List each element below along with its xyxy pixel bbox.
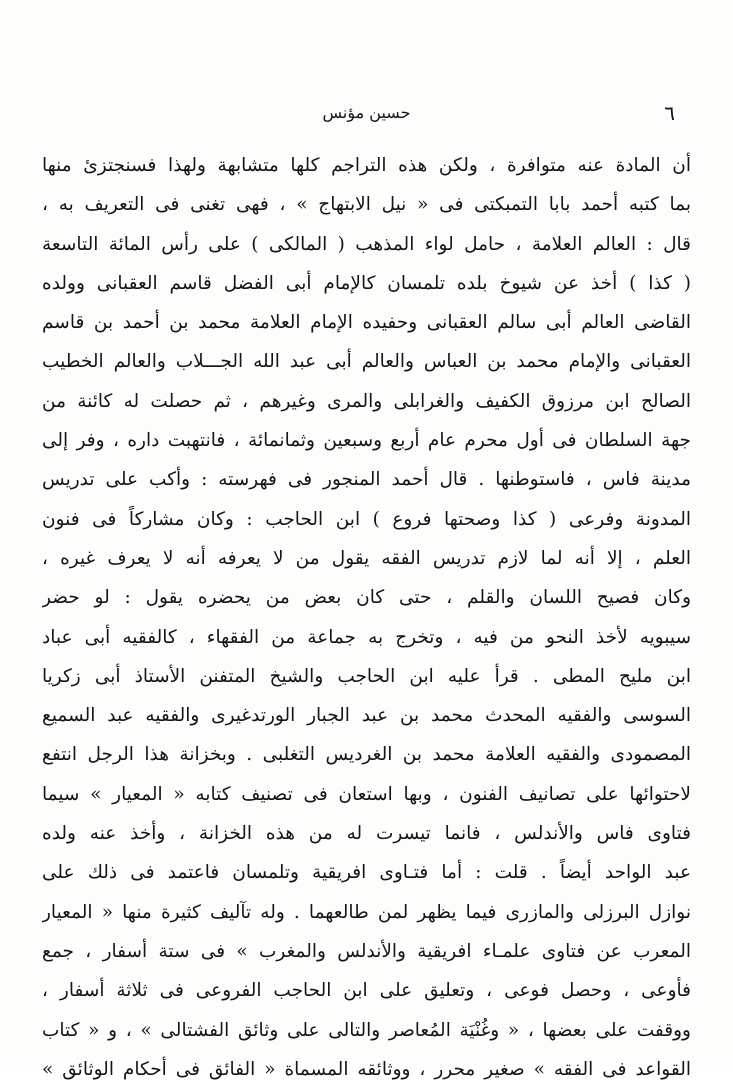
text-line: الصالح ابن مرزوق الكفيف والغرابلى والمرى وغيرهم ، ثم حصلت له كائنة من <box>42 390 691 412</box>
text-line: عبد الواحد أيضاً . قلت : أما فتـاوى افريقية وتلمسان فاعتمد فى ذلك على <box>42 862 691 884</box>
text-line: أن المادة عنه متوافرة ، ولكن هذه التراجم كلها متشابهة ولهذا فسنجتزئ منها <box>42 155 691 176</box>
text-line: جهة السلطان فى أول محرم عام أربع وسبعين وثمانمائة ، فانتهبت داره ، وفر إلى <box>42 430 691 452</box>
text-line: المصمودى والفقيه العلامة محمد بن الغرديس التغلبى . وبخزانة هذا الرجل انتفع <box>42 744 691 766</box>
text-line: سيبويه لأخذ النحو من فيه ، وتخرج به جماعة من الفقهاء ، كالفقيه أبى عباد <box>42 626 691 648</box>
text-line: ( كذا ) أخذ عن شيوخ بلده تلمسان كالإمام أبى الفضل قاسم العقبانى وولده <box>42 272 691 294</box>
text-line: المعرب عن فتاوى علمـاء افريقية والأندلس والمغرب » فى ستة أسفار ، جمع <box>42 940 691 962</box>
page-number: ٦ <box>664 101 675 125</box>
text-line: مدينة فاس ، فاستوطنها . قال أحمد المنجور فى فهرسته : وأكب على تدريس <box>42 469 691 491</box>
text-line: السوسى والفقيه المحدث محمد بن عبد الجبار الورتدغيرى والفقيه عبد السميع <box>42 705 691 727</box>
text-line: لاحتوائها على تصانيف الفنون ، وبها استعان فى تصنيف كتابه « المعيار » سيما <box>42 783 691 805</box>
page-header <box>0 98 733 128</box>
running-head: حسين مؤنس <box>322 103 411 122</box>
text-line: المدونة وفرعى ( كذا وصحتها فروع ) ابن الحاجب : وكان مشاركاً فى فنون <box>42 508 691 530</box>
body-text <box>42 146 691 1089</box>
text-line: ابن مليح المطى . قرأ عليه ابن الحاجب والشيخ المتفنن الأستاذ أبى زكريا <box>42 665 691 687</box>
text-line: بما كتبه أحمد بابا التمبكتى فى « نيل الابتهاج » ، فهى تغنى فى التعريف به ، <box>42 194 691 216</box>
text-line: ووقفت على بعضها ، « وغُنْيَة المُعاصر والتالى على وثائق الفشتالى » ، و « كتاب <box>42 1019 691 1041</box>
text-line: القاضى العالم أبى سالم العقبانى وحفيده الإمام العلامة محمد بن أحمد بن قاسم <box>42 312 691 334</box>
text-line: وكان فصيح اللسان والقلم ، حتى كان بعض من يحضره يقول : لو حضر <box>42 587 691 609</box>
text-line: العلم ، إلا أنه لما لازم تدريس الفقه يقول من لا يعرفه أنه لا يعرف غيره ، <box>42 547 691 569</box>
text-line: نوازل البرزلى والمازرى فيما يظهر لمن طالعهما . وله تآليف كثيرة منها « المعيار <box>42 901 691 923</box>
text-line: فأوعى ، وحصل فوعى ، وتعليق على ابن الحاجب الفروعى فى ثلاثة أسفار ، <box>42 980 691 1002</box>
text-line: العقبانى والإمام محمد بن العباس والعالم أبى عبد الله الجـــلاب والعالم الخطيب <box>42 351 691 373</box>
text-line: فتاوى فاس والأندلس ، فانما تيسرت له من هذه الخزانة ، وأخذ عنه ولده <box>42 823 691 845</box>
text-line: قال : العالم العلامة ، حامل لواء المذهب ( المالكى ) على رأس المائة التاسعة <box>42 233 691 255</box>
text-line: القواعد فى الفقه » صغير محرر ، ووثائقه المسماة « الفائق فى أحكام الوثائق » <box>42 1058 691 1080</box>
